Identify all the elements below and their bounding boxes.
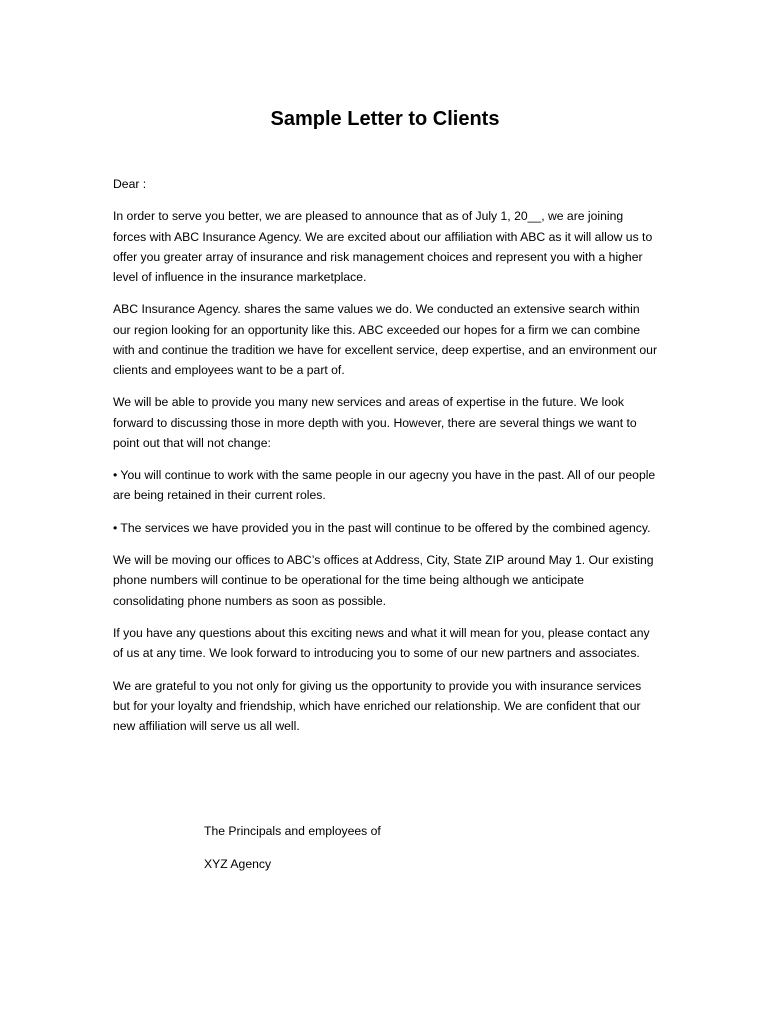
paragraph-questions: If you have any questions about this exciting news and what it will mean for you, please contact any of us at any time. We look forward to introducing you to some of our new partners and associates.: [113, 625, 650, 661]
bullet-same-people: • You will continue to work with the same people in our agecny you have in the past. All of our people are being retained in their current roles.: [113, 468, 656, 503]
letter-body: [113, 174, 658, 748]
paragraph-gratitude: We are grateful to you not only for giving us the opportunity to provide you with insurance services but for your loyalty and friendship, which have enriched our relationship. We are confident that our new affiliation will serve us all well.: [113, 678, 642, 733]
bullet-services-continue: • The services we have provided you in the past will continue to be offered by the combined agency.: [113, 520, 651, 535]
signature-line-2: XYZ Agency: [204, 857, 272, 871]
paragraph-intro: In order to serve you better, we are pleased to announce that as of July 1, 20__, we are joining forces with ABC Insurance Agency. We are excited about our affiliation with ABC as it will allow us to offer you greater array of insurance and risk management choices and represent you with a higher level of influence in the insurance marketplace.: [113, 209, 653, 284]
page-title: Sample Letter to Clients: [270, 108, 500, 130]
paragraph-new-services: We will be able to provide you many new services and areas of expertise in the future. We look forward to discussing those in more depth with you. However, there are several things we want to point out that will not change:: [113, 395, 637, 450]
paragraph-shared-values: ABC Insurance Agency. shares the same values we do. We conducted an extensive search within our region looking for an opportunity like this. ABC exceeded our hopes for a firm we can combine with and continue the tradition we have for excellent service, deep expertise, and an environment our clients and employees want to be a part of.: [113, 302, 658, 377]
paragraph-office-move: We will be moving our offices to ABC’s offices at Address, City, State ZIP around May 1. Our existing phone numbers will continue to be operational for the time being although we anticipate consolidating phone numbers as soon as possible.: [113, 553, 654, 608]
salutation: Dear :: [113, 177, 147, 191]
signature-block: [204, 821, 381, 887]
signature-line-1: The Principals and employees of: [204, 824, 381, 838]
